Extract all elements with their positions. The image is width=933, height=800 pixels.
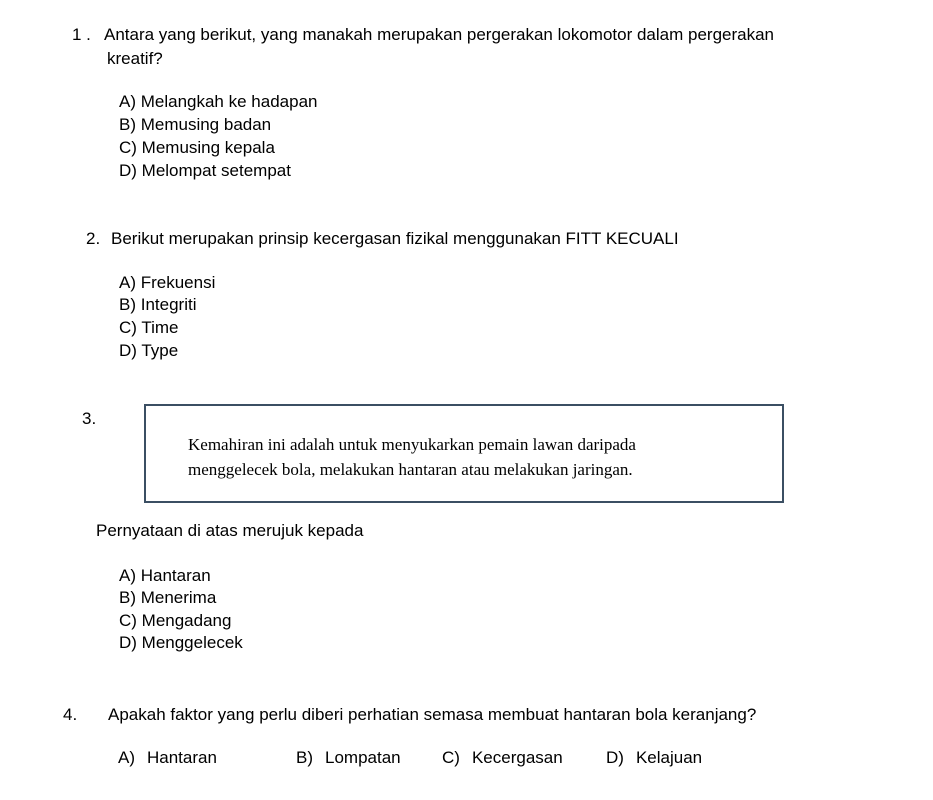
q3-number: 3. xyxy=(82,409,97,428)
q4-question: Apakah faktor yang perlu diberi perhatian semasa membuat hantaran bola keranjang? xyxy=(108,705,757,724)
q3-statement-box xyxy=(144,404,784,503)
q3-statement-line1: Kemahiran ini adalah untuk menyukarkan pemain lawan daripada xyxy=(188,435,636,454)
q4-option-b xyxy=(296,747,401,769)
q1-option-d: D) Melompat setempat xyxy=(119,161,291,180)
q1-option-b: B) Memusing badan xyxy=(119,115,272,134)
q1-question-line2: kreatif? xyxy=(107,49,163,68)
q4-option-c xyxy=(442,747,563,769)
q2-question: Berikut merupakan prinsip kecergasan fizikal menggunakan FITT KECUALI xyxy=(111,229,679,248)
q2-option-d: D) Type xyxy=(119,341,179,360)
q4-option-a-text: Hantaran xyxy=(147,748,217,767)
q3-option-a: A) Hantaran xyxy=(119,566,211,585)
q4-option-c-text: Kecergasan xyxy=(471,748,563,767)
q1-option-a: A) Melangkah ke hadapan xyxy=(119,92,318,111)
q1-question-line1: Antara yang berikut, yang manakah merupakan pergerakan lokomotor dalam pergerakan xyxy=(104,25,775,44)
q2-option-c: C) Time xyxy=(119,318,179,337)
q3-statement-text xyxy=(188,432,636,482)
q4-option-d-text: Kelajuan xyxy=(635,748,703,767)
q3-statement-line2: menggelecek bola, melakukan hantaran atau melakukan jaringan. xyxy=(188,460,633,479)
q4-option-a xyxy=(118,747,217,769)
q4-option-c-label: C) xyxy=(442,748,460,767)
q4-option-d-label: D) xyxy=(606,748,624,767)
q4-option-b-label: B) xyxy=(296,748,313,767)
q1-option-c: C) Memusing kepala xyxy=(119,138,275,157)
q4-option-a-label: A) xyxy=(118,748,135,767)
q4-option-d xyxy=(606,747,702,769)
q2-number: 2. xyxy=(86,229,101,248)
q4-number: 4. xyxy=(63,705,78,724)
q3-option-c: C) Mengadang xyxy=(119,611,232,630)
q3-option-d: D) Menggelecek xyxy=(119,633,243,652)
q2-option-b: B) Integriti xyxy=(119,295,197,314)
q1-number: 1 . xyxy=(72,25,91,44)
q3-question-stem: Pernyataan di atas merujuk kepada xyxy=(96,521,364,540)
q2-option-a: A) Frekuensi xyxy=(119,273,216,292)
q3-option-b: B) Menerima xyxy=(119,588,217,607)
q4-option-b-text: Lompatan xyxy=(325,748,401,767)
